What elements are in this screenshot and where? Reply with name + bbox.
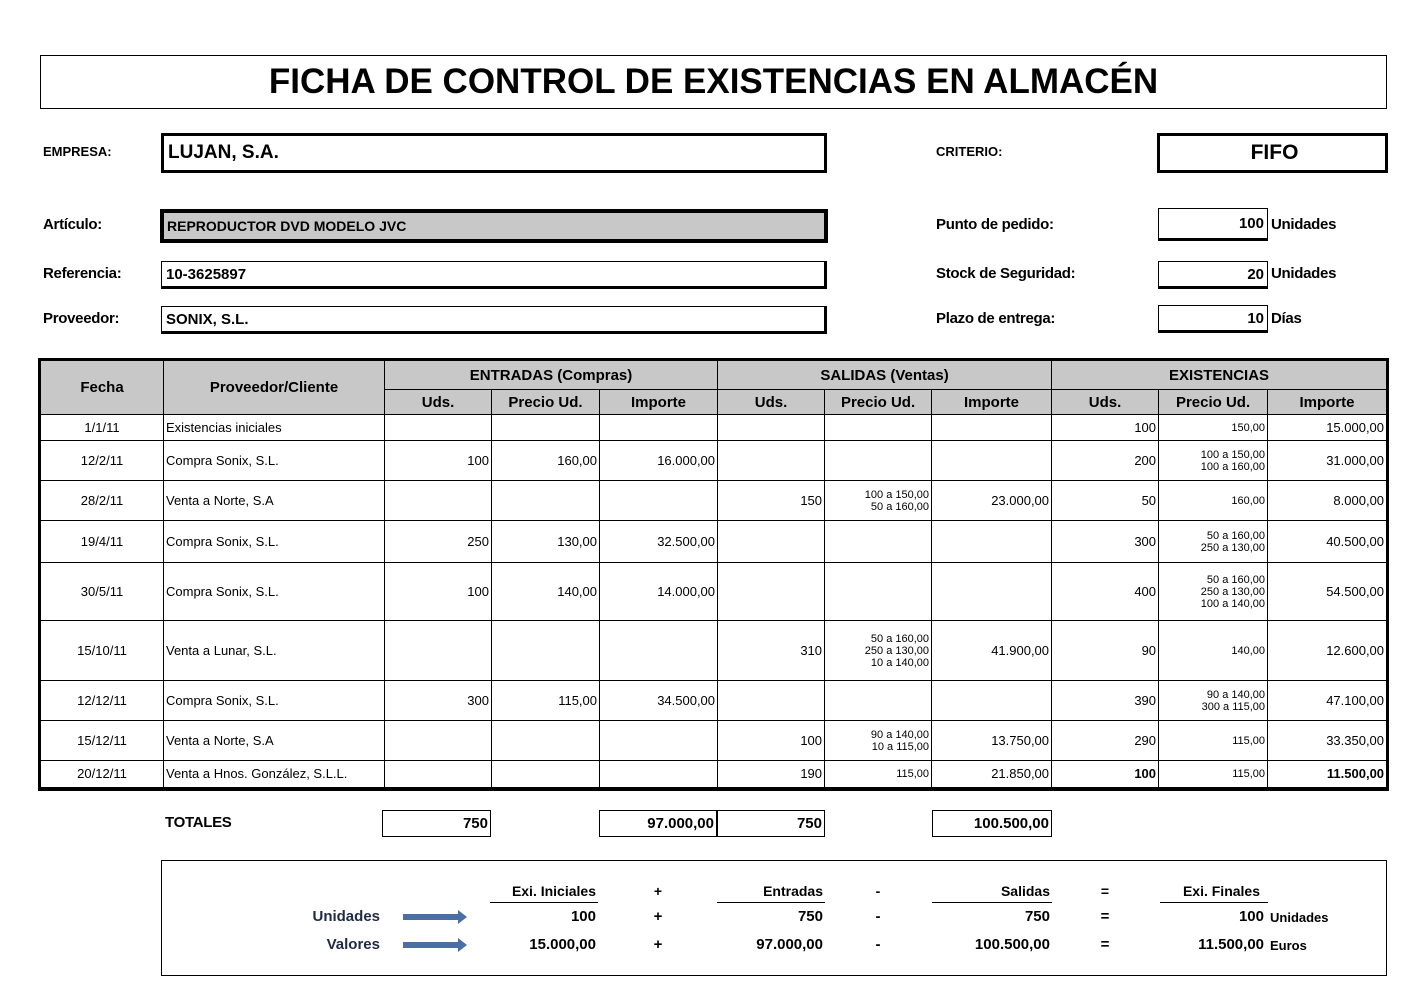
- cell-fecha: 19/4/11: [40, 521, 164, 563]
- cell-s-precio: [825, 681, 932, 721]
- cell-proveedor: Compra Sonix, S.L.: [164, 521, 385, 563]
- summary-valores-minus: -: [875, 936, 881, 953]
- table-row: [40, 761, 1388, 789]
- summary-unidades-salidas: 750: [1024, 908, 1050, 925]
- cell-e-uds: [385, 761, 492, 789]
- total-entradas-uds: 750: [382, 810, 491, 837]
- cell-proveedor: Venta a Norte, S.A: [164, 481, 385, 521]
- cell-x-uds: 390: [1052, 681, 1159, 721]
- cell-e-importe: 14.000,00: [600, 563, 718, 621]
- cell-e-importe: [600, 761, 718, 789]
- cell-e-uds: [385, 481, 492, 521]
- cell-e-precio: 130,00: [492, 521, 600, 563]
- total-salidas-uds: 750: [717, 810, 825, 837]
- empresa-field[interactable]: LUJAN, S.A.: [161, 133, 827, 173]
- cell-s-uds: [718, 563, 825, 621]
- cell-proveedor: Compra Sonix, S.L.: [164, 563, 385, 621]
- cell-s-precio: [825, 441, 932, 481]
- cell-s-uds: [718, 681, 825, 721]
- summary-header-finales: Exi. Finales: [1182, 883, 1260, 899]
- cell-e-importe: 16.000,00: [600, 441, 718, 481]
- cell-e-importe: [600, 621, 718, 681]
- table-row: [40, 621, 1388, 681]
- table-row: [40, 521, 1388, 563]
- cell-fecha: 28/2/11: [40, 481, 164, 521]
- cell-x-uds: 90: [1052, 621, 1159, 681]
- cell-s-uds: 100: [718, 721, 825, 761]
- table-row: [40, 441, 1388, 481]
- stock-table: [38, 358, 1389, 791]
- cell-s-precio: [825, 563, 932, 621]
- articulo-label: Artículo:: [43, 216, 102, 233]
- cell-x-importe: 54.500,00: [1268, 563, 1388, 621]
- cell-x-uds: 200: [1052, 441, 1159, 481]
- cell-e-precio: [492, 761, 600, 789]
- punto-pedido-field[interactable]: 100: [1158, 208, 1268, 241]
- cell-x-uds: 300: [1052, 521, 1159, 563]
- cell-e-precio: [492, 621, 600, 681]
- col-salidas-precio: Precio Ud.: [825, 390, 932, 415]
- summary-unidades-iniciales: 100: [570, 908, 596, 925]
- cell-fecha: 12/2/11: [40, 441, 164, 481]
- cell-proveedor: Venta a Hnos. González, S.L.L.: [164, 761, 385, 789]
- cell-s-uds: 310: [718, 621, 825, 681]
- col-existencias-importe: Importe: [1268, 390, 1388, 415]
- cell-s-importe: [932, 441, 1052, 481]
- col-proveedor: Proveedor/Cliente: [164, 360, 385, 415]
- cell-s-importe: 23.000,00: [932, 481, 1052, 521]
- cell-e-precio: 115,00: [492, 681, 600, 721]
- underline: [932, 902, 1052, 903]
- cell-e-importe: [600, 721, 718, 761]
- cell-e-precio: 140,00: [492, 563, 600, 621]
- cell-fecha: 30/5/11: [40, 563, 164, 621]
- cell-s-importe: [932, 681, 1052, 721]
- table-row: [40, 481, 1388, 521]
- cell-s-precio: 90 a 140,00 10 a 115,00: [825, 721, 932, 761]
- table-row: [40, 721, 1388, 761]
- cell-s-uds: [718, 441, 825, 481]
- underline: [490, 902, 598, 903]
- summary-unidades-minus: -: [875, 908, 881, 925]
- cell-s-precio: [825, 521, 932, 563]
- cell-x-importe: 40.500,00: [1268, 521, 1388, 563]
- col-salidas-importe: Importe: [932, 390, 1052, 415]
- summary-valores-plus: +: [653, 936, 663, 953]
- cell-e-uds: [385, 415, 492, 441]
- cell-s-uds: [718, 415, 825, 441]
- cell-e-precio: [492, 415, 600, 441]
- cell-s-importe: [932, 415, 1052, 441]
- cell-x-precio: 140,00: [1159, 621, 1268, 681]
- stock-seguridad-unit: Unidades: [1271, 265, 1337, 282]
- summary-unidades-plus: +: [653, 908, 663, 925]
- cell-s-importe: 41.900,00: [932, 621, 1052, 681]
- cell-e-importe: [600, 481, 718, 521]
- cell-proveedor: Existencias iniciales: [164, 415, 385, 441]
- summary-unidades-entradas: 750: [797, 908, 823, 925]
- stock-seguridad-field[interactable]: 20: [1158, 261, 1268, 289]
- cell-s-uds: 150: [718, 481, 825, 521]
- totales-label: TOTALES: [165, 814, 232, 831]
- summary-unidades-suffix: Unidades: [1270, 910, 1329, 925]
- stock-seguridad-label: Stock de Seguridad:: [936, 265, 1076, 282]
- cell-x-precio: 160,00: [1159, 481, 1268, 521]
- summary-header-plus: +: [653, 883, 663, 899]
- cell-fecha: 15/12/11: [40, 721, 164, 761]
- cell-e-uds: [385, 621, 492, 681]
- summary-header-salidas: Salidas: [1000, 883, 1050, 899]
- articulo-field[interactable]: REPRODUCTOR DVD MODELO JVC: [160, 209, 828, 243]
- cell-e-uds: [385, 721, 492, 761]
- cell-e-uds: 100: [385, 441, 492, 481]
- page-title: FICHA DE CONTROL DE EXISTENCIAS EN ALMACÉN: [40, 55, 1387, 109]
- cell-x-precio: 100 a 150,00 100 a 160,00: [1159, 441, 1268, 481]
- cell-e-precio: [492, 721, 600, 761]
- cell-fecha: 1/1/11: [40, 415, 164, 441]
- cell-proveedor: Compra Sonix, S.L.: [164, 681, 385, 721]
- cell-s-importe: 13.750,00: [932, 721, 1052, 761]
- underline: [717, 902, 825, 903]
- cell-e-importe: 32.500,00: [600, 521, 718, 563]
- cell-fecha: 20/12/11: [40, 761, 164, 789]
- plazo-entrega-label: Plazo de entrega:: [936, 310, 1056, 327]
- group-salidas: SALIDAS (Ventas): [718, 360, 1052, 390]
- referencia-field[interactable]: 10-3625897: [161, 261, 827, 289]
- summary-header-equals: =: [1100, 883, 1110, 899]
- cell-x-uds: 50: [1052, 481, 1159, 521]
- summary-valores-salidas: 100.500,00: [974, 936, 1050, 953]
- group-entradas: ENTRADAS (Compras): [385, 360, 718, 390]
- proveedor-field[interactable]: SONIX, S.L.: [161, 306, 827, 334]
- cell-s-precio: 100 a 150,00 50 a 160,00: [825, 481, 932, 521]
- cell-fecha: 15/10/11: [40, 621, 164, 681]
- col-entradas-importe: Importe: [600, 390, 718, 415]
- cell-e-precio: 160,00: [492, 441, 600, 481]
- cell-s-precio: 115,00: [825, 761, 932, 789]
- summary-valores-equals: =: [1100, 936, 1110, 953]
- referencia-label: Referencia:: [43, 265, 122, 282]
- cell-proveedor: Venta a Norte, S.A: [164, 721, 385, 761]
- cell-x-importe: 15.000,00: [1268, 415, 1388, 441]
- cell-e-uds: 300: [385, 681, 492, 721]
- cell-x-uds: 100: [1052, 761, 1159, 789]
- cell-x-uds: 400: [1052, 563, 1159, 621]
- summary-header-iniciales: Exi. Iniciales: [511, 883, 596, 899]
- cell-x-precio: 90 a 140,00 300 a 115,00: [1159, 681, 1268, 721]
- col-existencias-precio: Precio Ud.: [1159, 390, 1268, 415]
- col-entradas-uds: Uds.: [385, 390, 492, 415]
- cell-s-precio: [825, 415, 932, 441]
- cell-x-importe: 31.000,00: [1268, 441, 1388, 481]
- cell-x-precio: 150,00: [1159, 415, 1268, 441]
- cell-s-precio: 50 a 160,00 250 a 130,00 10 a 140,00: [825, 621, 932, 681]
- table-row: [40, 681, 1388, 721]
- criterio-field[interactable]: FIFO: [1157, 133, 1388, 173]
- cell-s-importe: 21.850,00: [932, 761, 1052, 789]
- arrow-right-icon: [403, 914, 459, 920]
- cell-x-importe: 11.500,00: [1268, 761, 1388, 789]
- col-salidas-uds: Uds.: [718, 390, 825, 415]
- cell-e-importe: [600, 415, 718, 441]
- cell-x-uds: 290: [1052, 721, 1159, 761]
- arrow-right-icon: [403, 942, 459, 948]
- criterio-label: CRITERIO:: [936, 144, 1003, 159]
- col-fecha: Fecha: [40, 360, 164, 415]
- punto-pedido-label: Punto de pedido:: [936, 216, 1054, 233]
- cell-e-uds: 250: [385, 521, 492, 563]
- cell-x-precio: 50 a 160,00 250 a 130,00: [1159, 521, 1268, 563]
- total-entradas-importe: 97.000,00: [599, 810, 717, 837]
- col-existencias-uds: Uds.: [1052, 390, 1159, 415]
- cell-s-uds: [718, 521, 825, 563]
- summary-valores-finales: 11.500,00: [1198, 936, 1264, 953]
- cell-e-precio: [492, 481, 600, 521]
- plazo-entrega-field[interactable]: 10: [1158, 305, 1268, 333]
- punto-pedido-unit: Unidades: [1271, 216, 1337, 233]
- table-row: [40, 415, 1388, 441]
- group-existencias: EXISTENCIAS: [1052, 360, 1388, 390]
- total-salidas-importe: 100.500,00: [932, 810, 1052, 837]
- summary-unidades-label: Unidades: [312, 908, 380, 925]
- cell-s-importe: [932, 521, 1052, 563]
- cell-proveedor: Venta a Lunar, S.L.: [164, 621, 385, 681]
- summary-valores-iniciales: 15.000,00: [529, 936, 596, 953]
- cell-x-precio: 115,00: [1159, 761, 1268, 789]
- empresa-label: EMPRESA:: [43, 144, 112, 159]
- summary-header-entradas: Entradas: [763, 883, 823, 899]
- summary-header-minus: -: [875, 883, 881, 899]
- table-row: [40, 563, 1388, 621]
- summary-valores-entradas: 97.000,00: [756, 936, 823, 953]
- cell-s-importe: [932, 563, 1052, 621]
- cell-x-importe: 12.600,00: [1268, 621, 1388, 681]
- cell-x-importe: 47.100,00: [1268, 681, 1388, 721]
- underline: [1160, 902, 1268, 903]
- cell-x-precio: 115,00: [1159, 721, 1268, 761]
- cell-x-importe: 8.000,00: [1268, 481, 1388, 521]
- cell-x-precio: 50 a 160,00 250 a 130,00 100 a 140,00: [1159, 563, 1268, 621]
- summary-valores-suffix: Euros: [1270, 938, 1307, 953]
- cell-e-uds: 100: [385, 563, 492, 621]
- cell-x-importe: 33.350,00: [1268, 721, 1388, 761]
- cell-s-uds: 190: [718, 761, 825, 789]
- cell-proveedor: Compra Sonix, S.L.: [164, 441, 385, 481]
- plazo-entrega-unit: Días: [1271, 310, 1302, 327]
- summary-unidades-finales: 100: [1238, 908, 1264, 925]
- cell-fecha: 12/12/11: [40, 681, 164, 721]
- summary-unidades-equals: =: [1100, 908, 1110, 925]
- proveedor-label: Proveedor:: [43, 310, 120, 327]
- summary-valores-label: Valores: [326, 936, 380, 953]
- col-entradas-precio: Precio Ud.: [492, 390, 600, 415]
- cell-e-importe: 34.500,00: [600, 681, 718, 721]
- cell-x-uds: 100: [1052, 415, 1159, 441]
